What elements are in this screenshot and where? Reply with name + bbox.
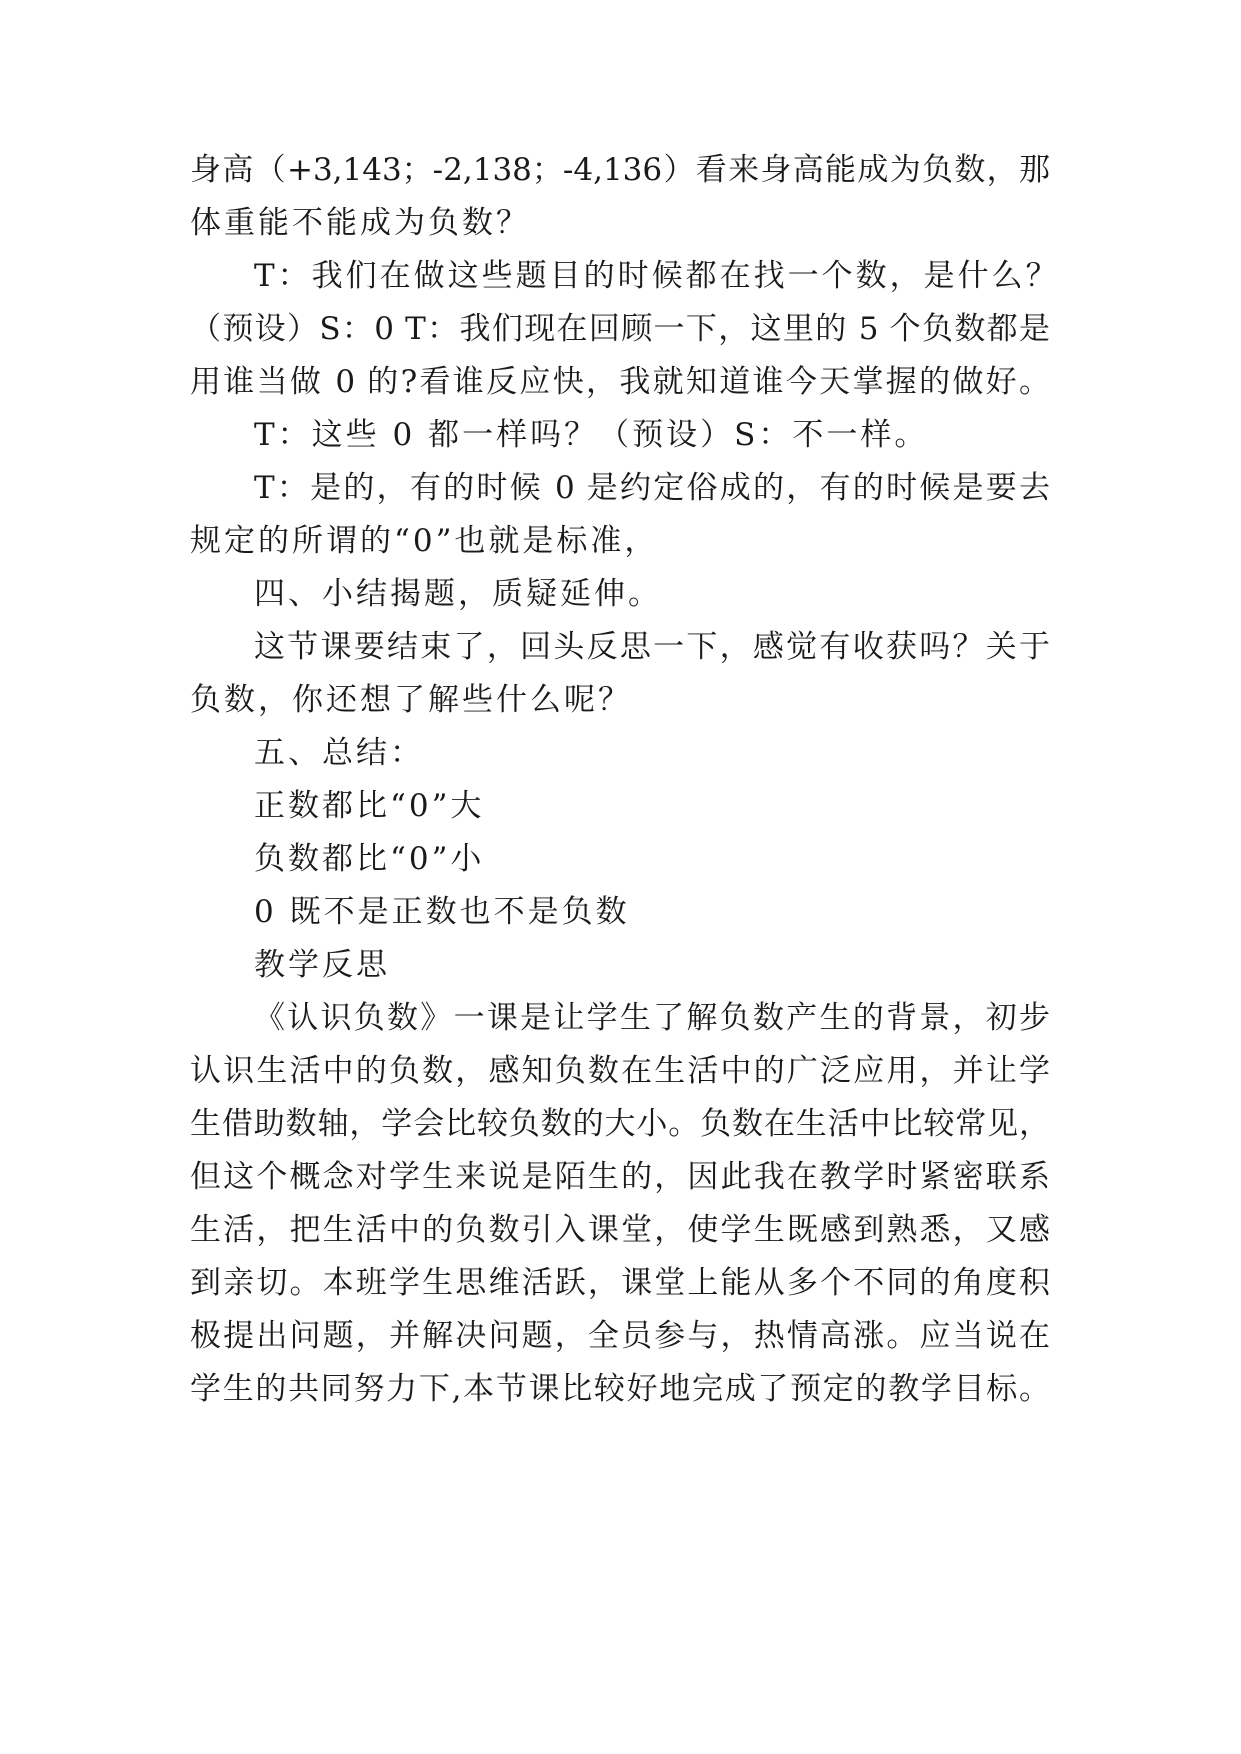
paragraph-line: 认识生活中的负数，感知负数在生活中的广泛应用，并让学 bbox=[190, 1053, 1050, 1089]
summary-item: 0 既不是正数也不是负数 bbox=[254, 894, 630, 930]
paragraph-line: 生活，把生活中的负数引入课堂，使学生既感到熟悉，又感 bbox=[190, 1212, 1050, 1248]
paragraph-line: 到亲切。本班学生思维活跃，课堂上能从多个不同的角度积 bbox=[190, 1265, 1050, 1301]
paragraph-line: 体重能不能成为负数？ bbox=[190, 205, 530, 241]
paragraph-line: 身高（+3,143；-2,138；-4,136）看来身高能成为负数，那 bbox=[190, 152, 1050, 188]
paragraph-line: （预设）S：0 T：我们现在回顾一下，这里的 5 个负数都是 bbox=[190, 311, 1050, 347]
section-heading: 教学反思 bbox=[254, 947, 390, 983]
paragraph-line: 学生的共同努力下,本节课比较好地完成了预定的教学目标。 bbox=[190, 1371, 1050, 1407]
paragraph-line: 生借助数轴，学会比较负数的大小。负数在生活中比较常见， bbox=[190, 1106, 1050, 1142]
paragraph-line: T：我们在做这些题目的时候都在找一个数，是什么？ bbox=[254, 258, 1060, 294]
summary-item: 正数都比“0”大 bbox=[254, 788, 485, 824]
paragraph-line: T：是的，有的时候 0 是约定俗成的，有的时候是要去 bbox=[254, 470, 1050, 506]
paragraph-line: 规定的所谓的“0”也就是标准， bbox=[190, 523, 659, 559]
paragraph-line: 但这个概念对学生来说是陌生的，因此我在教学时紧密联系 bbox=[190, 1159, 1050, 1195]
paragraph-line: 《认识负数》一课是让学生了解负数产生的背景，初步 bbox=[254, 1000, 1050, 1036]
summary-item: 负数都比“0”小 bbox=[254, 841, 485, 877]
section-heading: 四、小结揭题，质疑延伸。 bbox=[254, 576, 662, 612]
paragraph-line: 负数，你还想了解些什么呢？ bbox=[190, 682, 632, 718]
paragraph-line: 用谁当做 0 的?看谁反应快，我就知道谁今天掌握的做好。 bbox=[190, 364, 1050, 400]
paragraph-line: T：这些 0 都一样吗？（预设）S：不一样。 bbox=[254, 417, 929, 453]
paragraph-line: 这节课要结束了，回头反思一下，感觉有收获吗？关于 bbox=[254, 629, 1050, 665]
section-heading: 五、总结： bbox=[254, 735, 424, 771]
paragraph-line: 极提出问题，并解决问题，全员参与，热情高涨。应当说在 bbox=[190, 1318, 1050, 1354]
